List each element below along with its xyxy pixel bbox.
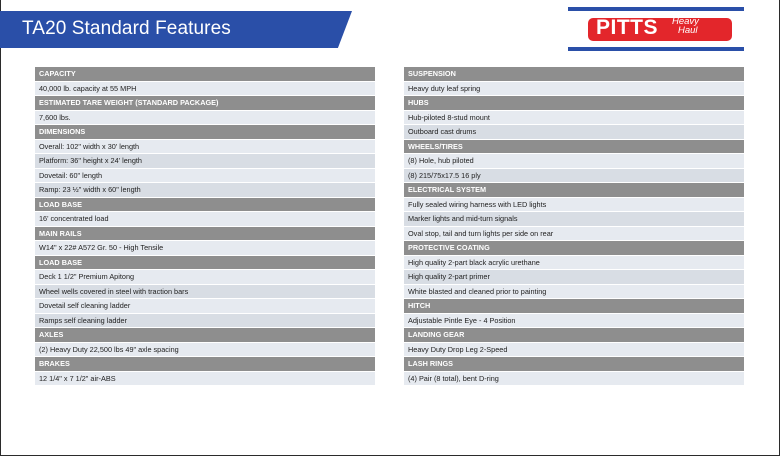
section-header: LOAD BASE [35,198,375,213]
section-header: ELECTRICAL SYSTEM [404,183,744,198]
feature-item: 12 1/4" x 7 1/2" air-ABS [35,372,375,387]
section-header: HUBS [404,96,744,111]
feature-item: Oval stop, tail and turn lights per side on rear [404,227,744,242]
feature-item: Marker lights and mid-turn signals [404,212,744,227]
section-header: BRAKES [35,357,375,372]
feature-item: Adjustable Pintle Eye - 4 Position [404,314,744,329]
feature-item: High quality 2-part black acrylic urethane [404,256,744,271]
section-header: DIMENSIONS [35,125,375,140]
pitts-logo [568,7,744,51]
feature-item: Deck 1 1/2" Premium Apitong [35,270,375,285]
feature-item: 16' concentrated load [35,212,375,227]
features-column-right [404,67,744,386]
section-header: LANDING GEAR [404,328,744,343]
feature-item: High quality 2-part primer [404,270,744,285]
feature-item: Overall: 102" width x 30' length [35,140,375,155]
section-header: LOAD BASE [35,256,375,271]
feature-item: Outboard cast drums [404,125,744,140]
feature-item: (4) Pair (8 total), bent D-ring [404,372,744,387]
section-header: MAIN RAILS [35,227,375,242]
logo-stripe [568,47,744,51]
feature-item: Platform: 36" height x 24' length [35,154,375,169]
feature-item: (8) 215/75x17.5 16 ply [404,169,744,184]
feature-item: Ramp: 23 ½" width x 60" length [35,183,375,198]
logo-tagline [672,17,699,35]
feature-item: Heavy Duty Drop Leg 2-Speed [404,343,744,358]
feature-item: Ramps self cleaning ladder [35,314,375,329]
feature-item: Hub-piloted 8-stud mount [404,111,744,126]
feature-item: W14" x 22# A572 Gr. 50 - High Tensile [35,241,375,256]
feature-item: Dovetail: 60" length [35,169,375,184]
section-header: PROTECTIVE COATING [404,241,744,256]
section-header: LASH RINGS [404,357,744,372]
feature-item: 7,600 lbs. [35,111,375,126]
logo-brand-text: PITTS [596,16,659,39]
feature-item: (2) Heavy Duty 22,500 lbs 49" axle spacing [35,343,375,358]
feature-item: Wheel wells covered in steel with traction bars [35,285,375,300]
section-header: ESTIMATED TARE WEIGHT (STANDARD PACKAGE) [35,96,375,111]
page-title: TA20 Standard Features [22,18,231,39]
features-column-left [35,67,375,386]
section-header: WHEELS/TIRES [404,140,744,155]
logo-tagline-line2: Haul [678,25,698,36]
section-header: HITCH [404,299,744,314]
section-header: CAPACITY [35,67,375,82]
feature-item: (8) Hole, hub piloted [404,154,744,169]
logo-tagline-line1: Heavy [672,16,699,27]
feature-item: Heavy duty leaf spring [404,82,744,97]
section-header: AXLES [35,328,375,343]
section-header: SUSPENSION [404,67,744,82]
feature-item: 40,000 lb. capacity at 55 MPH [35,82,375,97]
feature-item: Dovetail self cleaning ladder [35,299,375,314]
feature-item: White blasted and cleaned prior to painting [404,285,744,300]
feature-item: Fully sealed wiring harness with LED lights [404,198,744,213]
logo-stripe [568,7,744,11]
